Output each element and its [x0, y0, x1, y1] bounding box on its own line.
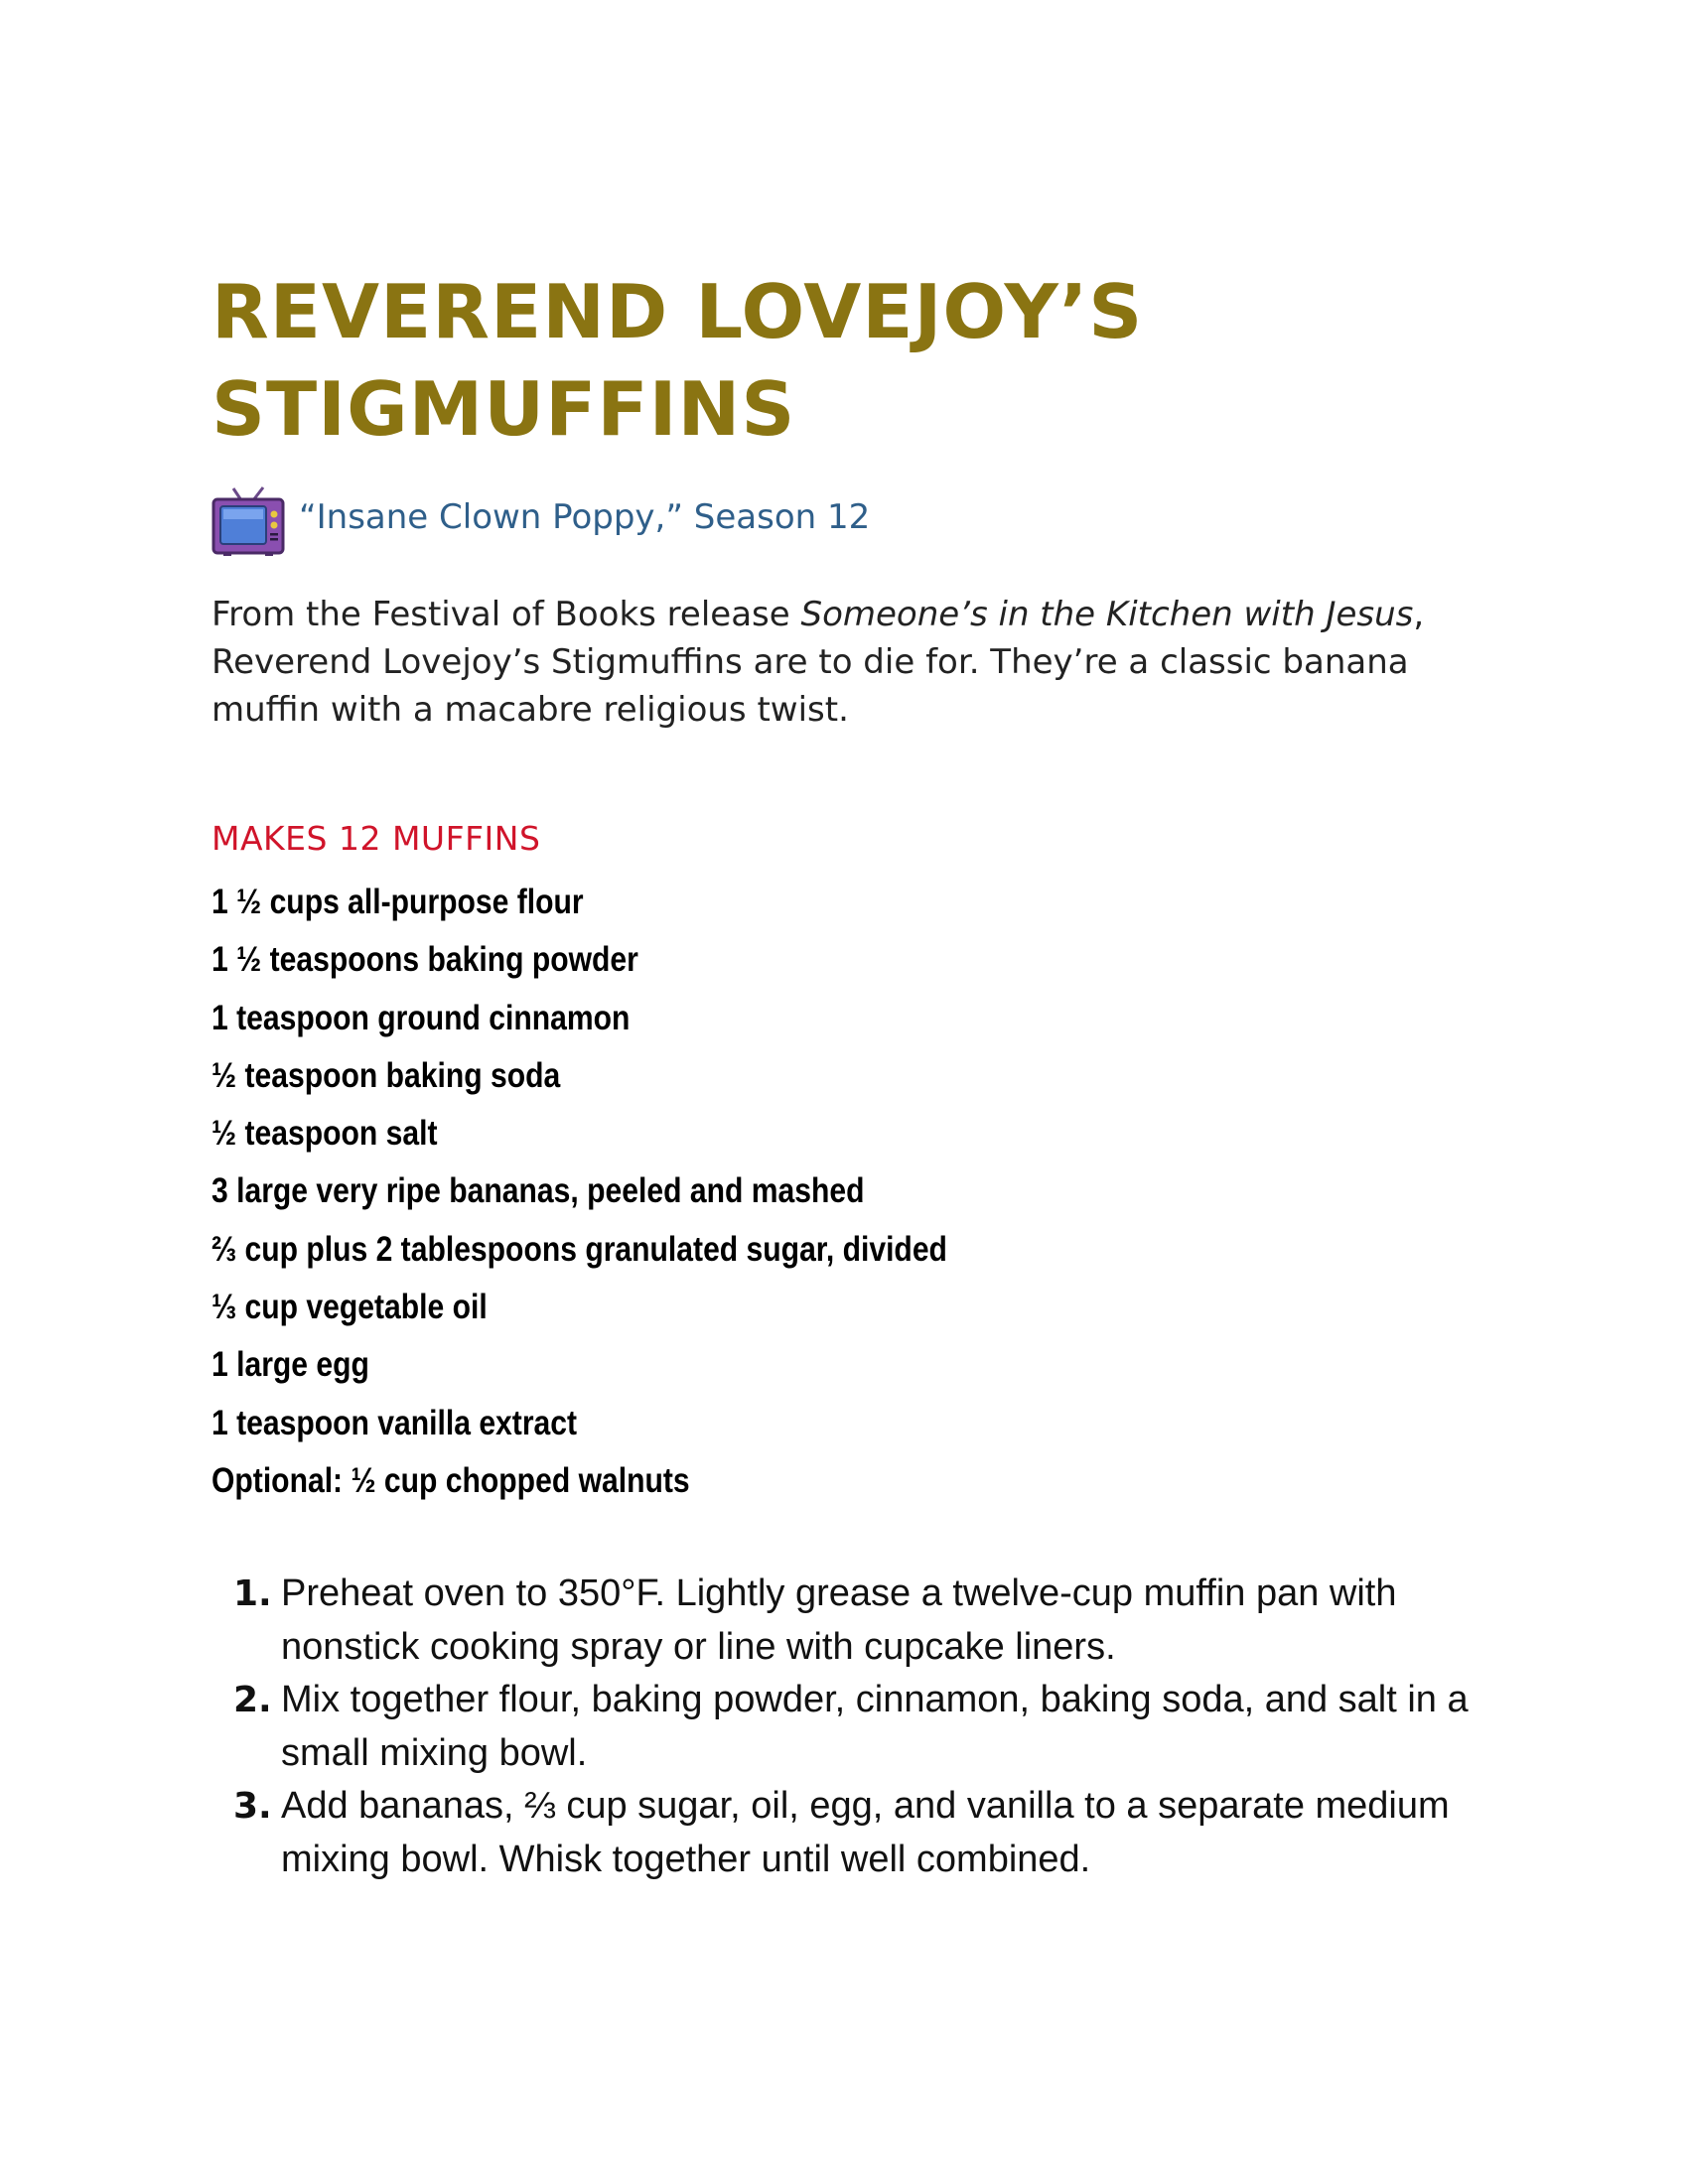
ingredient-item: 1 teaspoon ground cinnamon [211, 998, 631, 1037]
episode-reference [211, 485, 1502, 557]
instruction-step [211, 1674, 1473, 1780]
recipe-yield: MAKES 12 MUFFINS [211, 819, 541, 858]
recipe-title [211, 263, 1502, 458]
intro-text-start: From the Festival of Books release [211, 595, 801, 634]
intro-book-title: Someone’s in the Kitchen with Jesus [800, 595, 1414, 634]
television-icon [211, 486, 285, 556]
instruction-step [211, 1780, 1473, 1886]
instruction-list [211, 1568, 1502, 1886]
ingredient-item: 3 large very ripe bananas, peeled and mashed [211, 1171, 865, 1211]
ingredient-item: 1 ½ teaspoons baking powder [211, 940, 638, 980]
step-text: Add bananas, ⅔ cup sugar, oil, egg, and vanilla to a separate medium mixing bowl. Whisk together until well combined. [281, 1785, 1450, 1880]
step-number: 1. [233, 1573, 272, 1615]
recipe-title-line-1: REVEREND LOVEJOY’S [211, 268, 1144, 355]
ingredient-item: Optional: ½ cup chopped walnuts [211, 1460, 690, 1500]
recipe-title-line-2: STIGMUFFINS [211, 365, 796, 453]
episode-title: “Insane Clown Poppy,” Season 12 [299, 497, 871, 537]
step-text: Mix together flour, baking powder, cinnamon, baking soda, and salt in a small mixing bowl. [281, 1679, 1469, 1774]
ingredient-list [211, 874, 1502, 1510]
ingredient-item: ½ teaspoon baking soda [211, 1055, 561, 1095]
ingredient-item: ½ teaspoon salt [211, 1114, 438, 1154]
step-number: 2. [233, 1680, 272, 1721]
ingredient-item: 1 ½ cups all-purpose flour [211, 883, 584, 921]
ingredient-item: 1 large egg [211, 1345, 369, 1385]
ingredient-item: ⅔ cup plus 2 tablespoons granulated sugar, divided [211, 1229, 947, 1269]
step-text: Preheat oven to 350°F. Lightly grease a twelve-cup muffin pan with nonstick cooking spray or line with cupcake liners. [281, 1572, 1397, 1668]
instruction-step [211, 1568, 1473, 1674]
recipe-page [211, 263, 1502, 1886]
step-number: 3. [233, 1786, 272, 1828]
ingredient-item: ⅓ cup vegetable oil [211, 1288, 488, 1327]
recipe-intro [211, 591, 1433, 734]
ingredient-item: 1 teaspoon vanilla extract [211, 1403, 578, 1442]
intro-text-end: , Reverend Lovejoy’s Stigmuffins are to die for. They’re a classic banana muffin with a macabre religious twist. [211, 595, 1425, 730]
